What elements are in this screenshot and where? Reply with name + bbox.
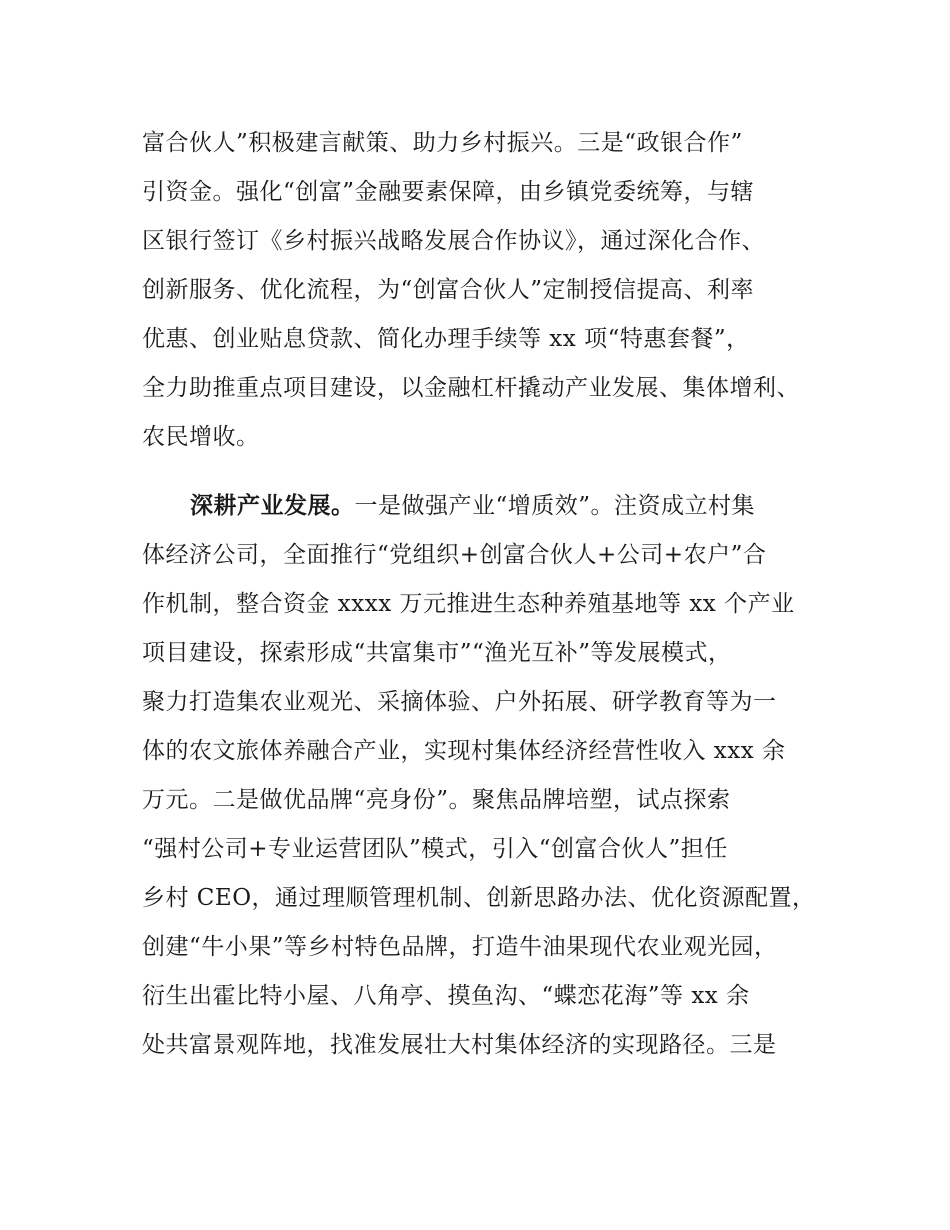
text-line: 创建“牛小果”等乡村特色品牌，打造牛油果现代农业观光园，	[142, 934, 778, 960]
text-line: 全力助推重点项目建设，以金融杠杆撬动产业发展、集体增利、	[142, 375, 800, 401]
text-line: 富合伙人”积极建言献策、助力乡村振兴。三是“政银合作”	[142, 130, 743, 156]
text-line: 衍生出霍比特小屋、八角亭、摸鱼沟、“蝶恋花海”等 xx 余	[142, 983, 750, 1009]
text-line: 体经济公司，全面推行“党组织+创富合伙人+公司+农户”合	[142, 542, 767, 568]
text-line: 优惠、创业贴息贷款、简化办理手续等 xx 项“特惠套餐”，	[142, 326, 750, 352]
text-line: 体的农文旅体养融合产业，实现村集体经济经营性收入 xxx 余	[142, 738, 786, 764]
paragraph-first-line	[190, 491, 890, 521]
text-line: “强村公司+专业运营团队”模式，引入“创富合伙人”担任	[142, 836, 728, 862]
text-line: 引资金。强化“创富”金融要素保障，由乡镇党委统筹，与辖	[142, 179, 755, 205]
text-line: 区银行签订《乡村振兴战略发展合作协议》，通过深化合作、	[142, 228, 765, 254]
text-line: 万元。二是做优品牌“亮身份”。聚焦品牌培塑，试点探索	[142, 787, 731, 813]
text-line: 农民增收。	[142, 424, 260, 450]
paragraph-heading: 深耕产业发展。	[190, 493, 355, 519]
text-line: 项目建设，探索形成“共富集市”“渔光互补”等发展模式，	[142, 640, 732, 666]
paragraph-first-line-text: 一是做强产业“增质效”。注资成立村集	[354, 493, 756, 519]
text-line: 处共富景观阵地，找准发展壮大村集体经济的实现路径。三是	[142, 1032, 777, 1058]
text-line: 作机制，整合资金 xxxx 万元推进生态种养殖基地等 xx 个产业	[142, 591, 795, 617]
text-line: 创新服务、优化流程，为“创富合伙人”定制授信提高、利率	[142, 277, 755, 303]
text-line: 乡村 CEO，通过理顺管理机制、创新思路办法、优化资源配置，	[142, 885, 816, 911]
text-line: 聚力打造集农业观光、采摘体验、户外拓展、研学教育等为一	[142, 689, 777, 715]
